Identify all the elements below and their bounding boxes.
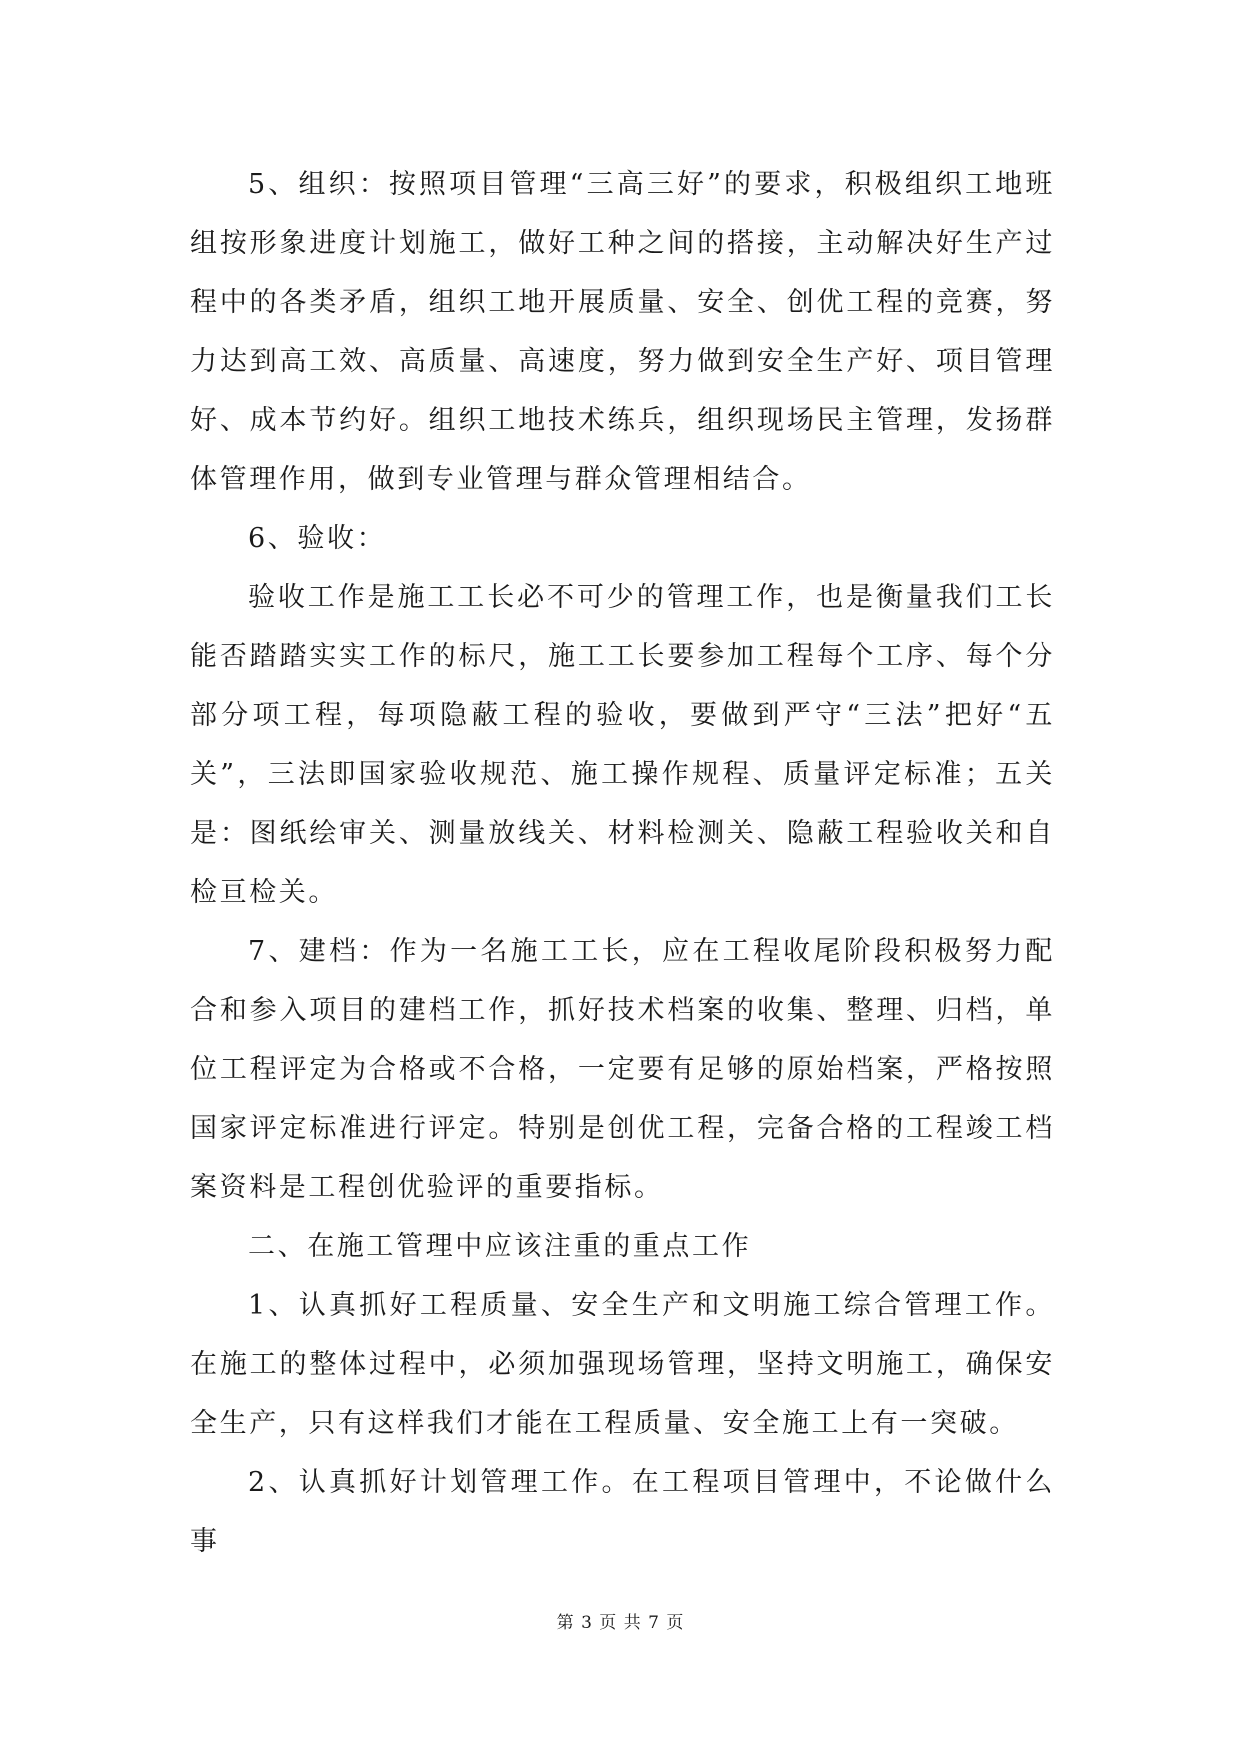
paragraph-plan-management: 2、认真抓好计划管理工作。在工程项目管理中，不论做什么事 bbox=[190, 1467, 1055, 1557]
paragraph-organize: 5、组织：按照项目管理“三高三好”的要求，积极组织工地班组按形象进度计划施工，做好工种之间的搭接，主动解决好生产过程中的各类矛盾，组织工地开展质量、安全、创优工程的竞赛，努力达到高工效、高质量、高速度，努力做到安全生产好、项目管理好、成本节约好。组织工地技术练兵，组织现场民主管理，发扬群体管理作用，做到专业管理与群众管理相结合。 bbox=[190, 169, 1055, 495]
paragraph-quality-safety: 1、认真抓好工程质量、安全生产和文明施工综合管理工作。在施工的整体过程中，必须加强现场管理，坚持文明施工，确保安全生产，只有这样我们才能在工程质量、安全施工上有一突破。 bbox=[190, 1290, 1055, 1439]
document-body bbox=[190, 155, 1055, 1571]
page-footer: 第 3 页 共 7 页 bbox=[556, 1613, 685, 1633]
paragraph-acceptance: 验收工作是施工工长必不可少的管理工作，也是衡量我们工长能否踏踏实实工作的标尺，施工工长要参加工程每个工序、每个分部分项工程，每项隐蔽工程的验收，要做到严守“三法”把好“五关”，三法即国家验收规范、施工操作规程、质量评定标准；五关是：图纸绘审关、测量放线关、材料检测关、隐蔽工程验收关和自检亘检关。 bbox=[190, 582, 1055, 908]
paragraph-acceptance-heading: 6、验收： bbox=[248, 523, 387, 554]
section-heading-key-work: 二、在施工管理中应该注重的重点工作 bbox=[248, 1231, 752, 1262]
paragraph-archiving: 7、建档：作为一名施工工长，应在工程收尾阶段积极努力配合和参入项目的建档工作，抓好技术档案的收集、整理、归档，单位工程评定为合格或不合格，一定要有足够的原始档案，严格按照国家评定标准进行评定。特别是创优工程，完备合格的工程竣工档案资料是工程创优验评的重要指标。 bbox=[190, 936, 1055, 1203]
